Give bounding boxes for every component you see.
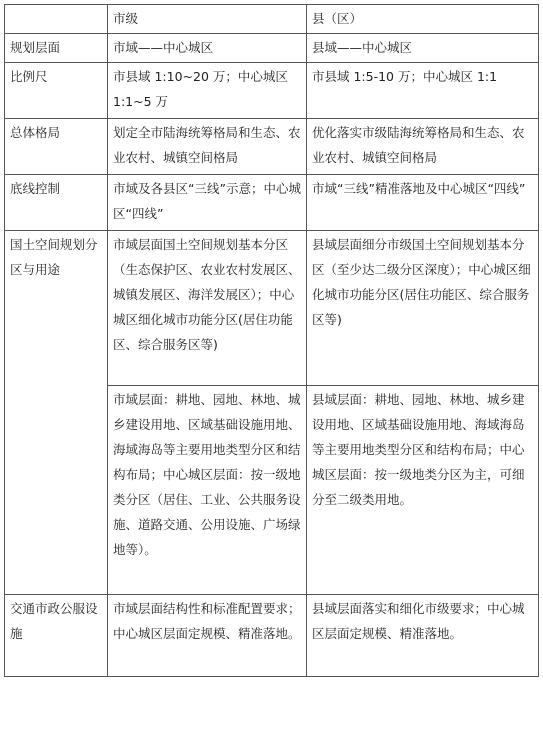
city-cell: 市县域 1:10~20 万；中心城区 1:1~5 万 [108, 63, 307, 119]
county-cell: 市县域 1:5-10 万；中心城区 1:1 [307, 63, 539, 119]
county-cell: 县域层面落实和细化市级要求；中心城区层面定规模、精准落地。 [307, 595, 539, 677]
row-label: 规划层面 [5, 34, 108, 63]
row-label: 交通市政公服设施 [5, 595, 108, 677]
county-cell: 优化落实市级陆海统筹格局和生态、农业农村、城镇空间格局 [307, 119, 539, 175]
city-cell: 市域层面：耕地、园地、林地、城乡建设用地、区域基础设施用地、海域海岛等主要用地类型分区和结构布局；中心城区层面：按一级地类分区（居住、工业、公共服务设施、道路交通、公用设施、广场绿地等）。 [108, 386, 307, 595]
city-cell: 市域——中心城区 [108, 34, 307, 63]
city-cell: 市域层面国土空间规划基本分区（生态保护区、农业农村发展区、城镇发展区、海洋发展区）；中心城区细化城市功能分区(居住功能区、综合服务区等) [108, 231, 307, 386]
table-header-row [5, 5, 539, 34]
row-label: 总体格局 [5, 119, 108, 175]
table-row-spatial-zoning [5, 231, 539, 386]
row-label: 国土空间规划分区与用途 [5, 231, 108, 595]
county-cell: 县域——中心城区 [307, 34, 539, 63]
table-row-planning-level [5, 34, 539, 63]
county-cell: 县域层面细分市级国土空间规划基本分区（至少达二级分区深度）；中心城区细化城市功能分区(居住功能区、综合服务区等) [307, 231, 539, 386]
table-row-overall-pattern [5, 119, 539, 175]
table-row-scale [5, 63, 539, 119]
city-cell: 市域及各县区“三线”示意；中心城区“四线” [108, 175, 307, 231]
header-cell-county: 县（区） [307, 5, 539, 34]
row-label: 比例尺 [5, 63, 108, 119]
row-label: 底线控制 [5, 175, 108, 231]
header-cell-city: 市级 [108, 5, 307, 34]
county-cell: 市域“三线”精准落地及中心城区“四线” [307, 175, 539, 231]
planning-comparison-table [4, 4, 539, 677]
city-cell: 划定全市陆海统筹格局和生态、农业农村、城镇空间格局 [108, 119, 307, 175]
header-cell-blank [5, 5, 108, 34]
city-cell: 市域层面结构性和标准配置要求；中心城区层面定规模、精准落地。 [108, 595, 307, 677]
table-row-traffic-municipal [5, 595, 539, 677]
table-row-bottom-line-control [5, 175, 539, 231]
county-cell: 县域层面：耕地、园地、林地、城乡建设用地、区域基础设施用地、海域海岛等主要用地类型分区和结构布局；中心城区层面：按一级地类分区为主，可细分至二级类用地。 [307, 386, 539, 595]
